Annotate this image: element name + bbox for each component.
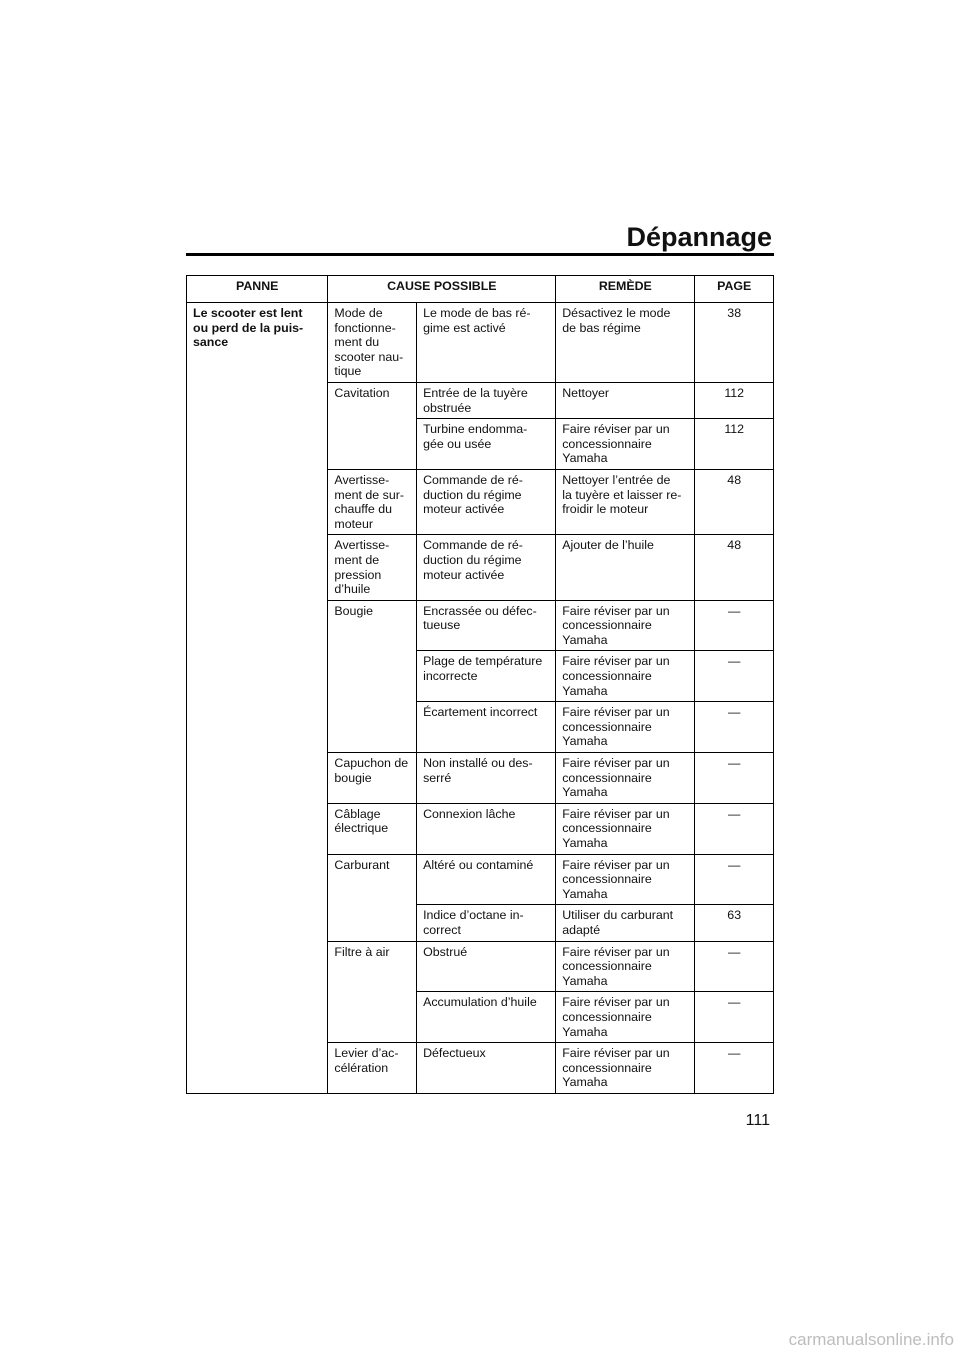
page-cell: — (695, 992, 774, 1043)
remede-cell: Faire réviser par un concessionnaire Yamaha (556, 854, 695, 905)
remede-cell: Faire réviser par un concessionnaire Yamaha (556, 600, 695, 651)
remede-cell: Faire réviser par un concessionnaire Yamaha (556, 1043, 695, 1094)
cause-cell: Câblage électrique (328, 803, 417, 854)
remede-cell: Faire réviser par un concessionnaire Yamaha (556, 651, 695, 702)
cause-cell: Avertisse- ment de pression d’huile (328, 535, 417, 600)
page-cell: 63 (695, 905, 774, 941)
page-cell: 38 (695, 303, 774, 383)
detail-cell: Altéré ou contaminé (417, 854, 556, 905)
table-row (187, 303, 774, 383)
remede-cell: Faire réviser par un concessionnaire Yamaha (556, 803, 695, 854)
page-title: Dépannage (626, 222, 772, 252)
page-cell: 112 (695, 419, 774, 470)
cause-cell: Avertisse- ment de sur- chauffe du moteur (328, 469, 417, 534)
panne-cell: Le scooter est lent ou perd de la puis- sance (187, 303, 328, 1094)
page-cell: — (695, 753, 774, 804)
page-cell: — (695, 651, 774, 702)
detail-cell: Écartement incorrect (417, 702, 556, 753)
remede-cell: Utiliser du carburant adapté (556, 905, 695, 941)
remede-cell: Désactivez le mode de bas régime (556, 303, 695, 383)
table-header-row (187, 276, 774, 303)
page-cell: 112 (695, 382, 774, 418)
detail-cell: Encrassée ou défec- tueuse (417, 600, 556, 651)
remede-cell: Faire réviser par un concessionnaire Yamaha (556, 702, 695, 753)
detail-cell: Accumulation d’huile (417, 992, 556, 1043)
detail-cell: Connexion lâche (417, 803, 556, 854)
page-cell: — (695, 941, 774, 992)
detail-cell: Commande de ré- duction du régime moteur activée (417, 535, 556, 600)
cause-cell: Mode de fonctionne- ment du scooter nau- tique (328, 303, 417, 383)
detail-cell: Indice d’octane in- correct (417, 905, 556, 941)
page-cell: — (695, 854, 774, 905)
detail-cell: Entrée de la tuyère obstruée (417, 382, 556, 418)
cause-cell: Capuchon de bougie (328, 753, 417, 804)
header-cause: CAUSE POSSIBLE (328, 276, 556, 303)
detail-cell: Turbine endomma- gée ou usée (417, 419, 556, 470)
remede-cell: Nettoyer l’entrée de la tuyère et laisser re- froidir le moteur (556, 469, 695, 534)
page-number: 111 (745, 1112, 770, 1129)
cause-cell: Bougie (328, 600, 417, 752)
title-rule (186, 253, 774, 256)
header-page: PAGE (695, 276, 774, 303)
detail-cell: Défectueux (417, 1043, 556, 1094)
watermark: carmanualsonline.info (788, 1330, 954, 1349)
remede-cell: Faire réviser par un concessionnaire Yamaha (556, 941, 695, 992)
troubleshooting-table (186, 275, 774, 1094)
detail-cell: Commande de ré- duction du régime moteur activée (417, 469, 556, 534)
cause-cell: Levier d’ac- célération (328, 1043, 417, 1094)
page-cell: — (695, 600, 774, 651)
detail-cell: Plage de température incorrecte (417, 651, 556, 702)
remede-cell: Nettoyer (556, 382, 695, 418)
page-cell: — (695, 702, 774, 753)
remede-cell: Ajouter de l’huile (556, 535, 695, 600)
detail-cell: Le mode de bas ré- gime est activé (417, 303, 556, 383)
detail-cell: Non installé ou des- serré (417, 753, 556, 804)
page-cell: — (695, 1043, 774, 1094)
header-remede: REMÈDE (556, 276, 695, 303)
remede-cell: Faire réviser par un concessionnaire Yamaha (556, 753, 695, 804)
remede-cell: Faire réviser par un concessionnaire Yamaha (556, 992, 695, 1043)
header-panne: PANNE (187, 276, 328, 303)
cause-cell: Filtre à air (328, 941, 417, 1043)
page-cell: — (695, 803, 774, 854)
page-cell: 48 (695, 469, 774, 534)
page-cell: 48 (695, 535, 774, 600)
remede-cell: Faire réviser par un concessionnaire Yamaha (556, 419, 695, 470)
cause-cell: Cavitation (328, 382, 417, 469)
detail-cell: Obstrué (417, 941, 556, 992)
cause-cell: Carburant (328, 854, 417, 941)
